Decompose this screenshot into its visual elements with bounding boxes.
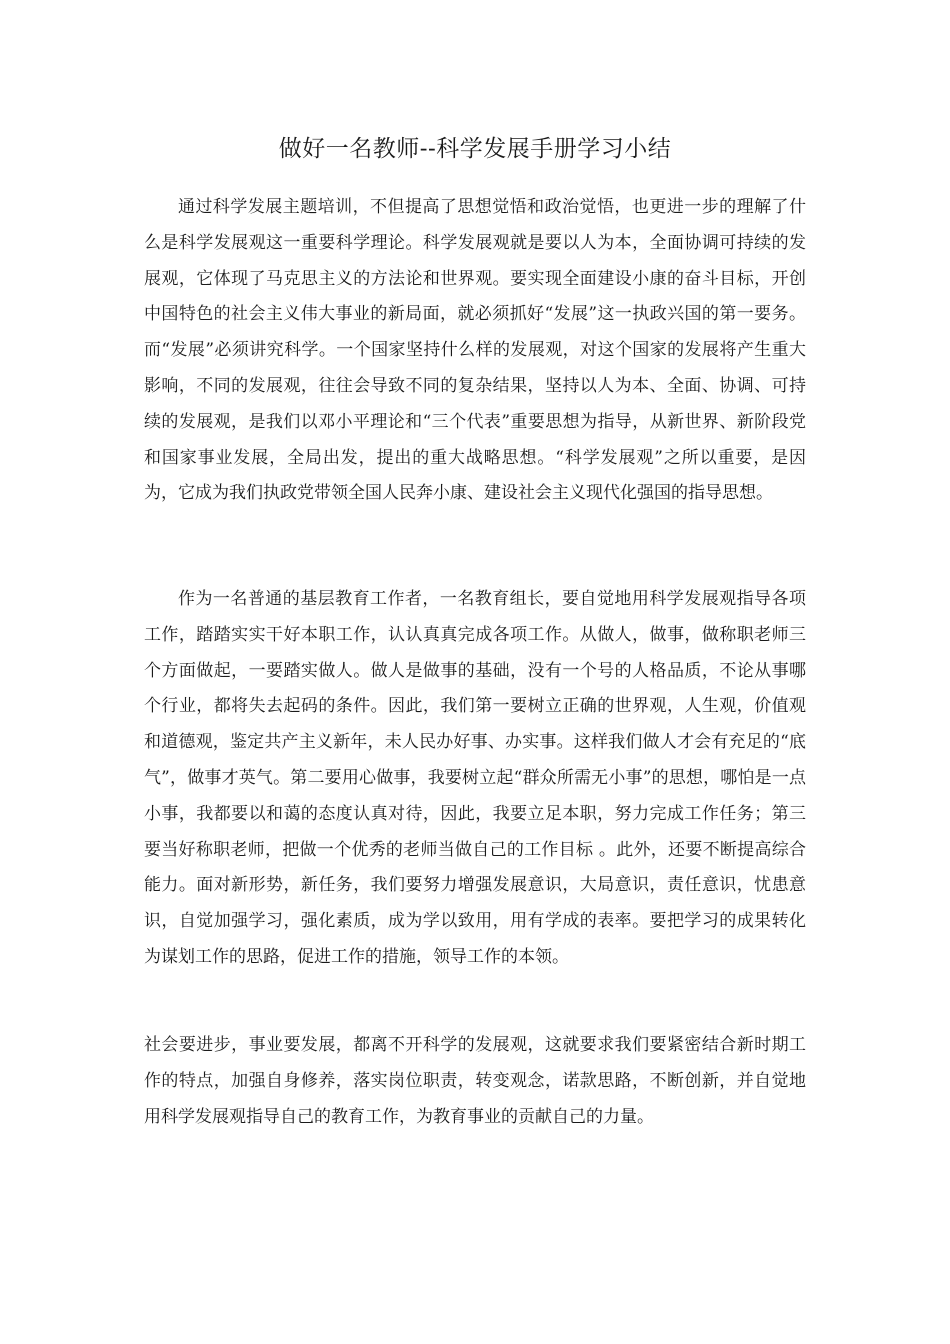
paragraph-3: 社会要进步，事业要发展，都离不开科学的发展观，这就要求我们要紧密结合新时期工作的特点，加强自身修养，落实岗位职责，转变观念，诺款思路，不断创新，并自觉地用科学发展观指导自己的教育工作，为教育事业的贡献自己的力量。 [144,1035,806,1127]
document-title: 做好一名教师--科学发展手册学习小结 [278,136,672,162]
paragraph-2: 作为一名普通的基层教育工作者，一名教育组长，要自觉地用科学发展观指导各项工作，踏踏实实干好本职工作，认认真真完成各项工作。从做人，做事，做称职老师三个方面做起，一要踏实做人。做人是做事的基础，没有一个号的人格品质，不论从事哪个行业，都将失去起码的条件。因此，我们第一要树立正确的世界观，人生观，价值观和道德观，鉴定共产主义新年，未人民办好事、办实事。这样我们做人才会有充足的“底气”，做事才英气。第二要用心做事，我要树立起“群众所需无小事”的思想，哪怕是一点小事，我都要以和蔼的态度认真对待，因此，我要立足本职，努力完成工作任务；第三要当好称职老师，把做一个优秀的老师当做自己的工作目标 。此外，还要不断提高综合能力。面对新形势，新任务，我们要努力增强发展意识，大局意识，责任意识，忧患意识，自觉加强学习，强化素质，成为学以致用，用有学成的表率。要把学习的成果转化为谋划工作的思路，促进工作的措施，领导工作的本领。 [144,589,806,967]
paragraph-1: 通过科学发展主题培训，不但提高了思想觉悟和政治觉悟，也更进一步的理解了什么是科学发展观这一重要科学理论。科学发展观就是要以人为本，全面协调可持续的发展观，它体现了马克思主义的方法论和世界观。要实现全面建设小康的奋斗目标，开创中国特色的社会主义伟大事业的新局面，就必须抓好“发展”这一执政兴国的第一要务。而“发展”必须讲究科学。一个国家坚持什么样的发展观，对这个国家的发展将产生重大影响，不同的发展观，往往会导致不同的复杂结果，坚持以人为本、全面、协调、可持续的发展观，是我们以邓小平理论和“三个代表”重要思想为指导，从新世界、新阶段党和国家事业发展，全局出发，提出的重大战略思想。“科学发展观”之所以重要，是因为，它成为我们执政党带领全国人民奔小康、建设社会主义现代化强国的指导思想。 [144,197,806,504]
